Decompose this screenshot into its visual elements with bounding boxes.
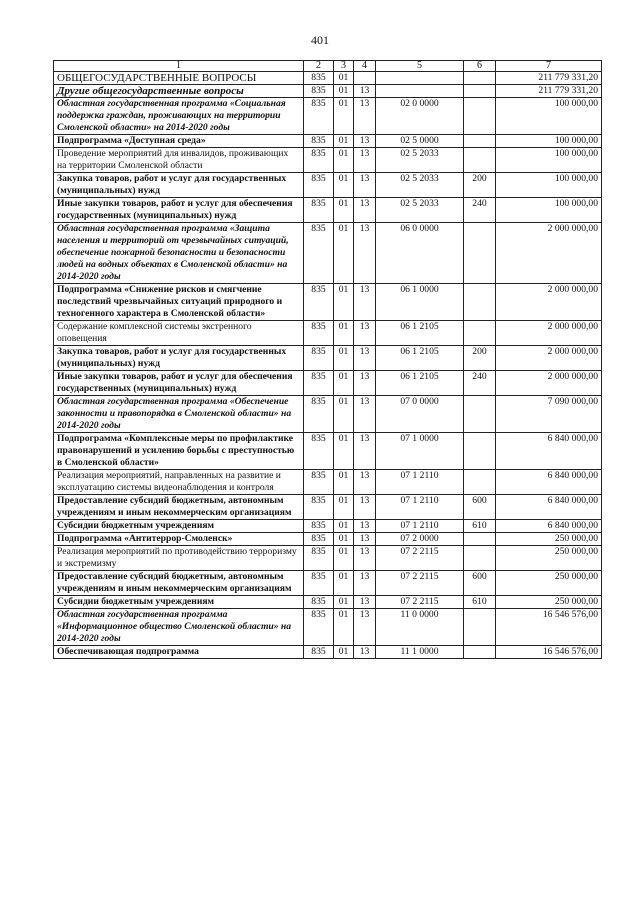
cell-amount: 6 840 000,00 bbox=[496, 470, 602, 495]
header-cell: 7 bbox=[496, 61, 602, 72]
row-name-cell: Субсидии бюджетным учреждениям bbox=[54, 520, 304, 533]
cell-amount: 7 090 000,00 bbox=[496, 396, 602, 433]
cell-amount: 211 779 331,20 bbox=[496, 85, 602, 98]
cell-ministry: 835 bbox=[304, 533, 334, 546]
cell-section: 01 bbox=[334, 396, 354, 433]
cell-ministry: 835 bbox=[304, 223, 334, 284]
cell-subsection: 13 bbox=[354, 470, 376, 495]
cell-subsection: 13 bbox=[354, 520, 376, 533]
header-cell: 4 bbox=[354, 61, 376, 72]
cell-expense-type bbox=[464, 148, 496, 173]
cell-target-article: 02 5 0000 bbox=[376, 135, 464, 148]
cell-amount: 2 000 000,00 bbox=[496, 284, 602, 321]
cell-subsection: 13 bbox=[354, 198, 376, 223]
cell-target-article: 02 5 2033 bbox=[376, 148, 464, 173]
table-row bbox=[54, 98, 602, 135]
cell-target-article: 02 5 2033 bbox=[376, 173, 464, 198]
row-name-cell: Закупка товаров, работ и услуг для государственных (муниципальных) нужд bbox=[54, 173, 304, 198]
cell-section: 01 bbox=[334, 321, 354, 346]
cell-subsection: 13 bbox=[354, 546, 376, 571]
cell-section: 01 bbox=[334, 72, 354, 85]
cell-expense-type bbox=[464, 646, 496, 659]
cell-ministry: 835 bbox=[304, 85, 334, 98]
cell-expense-type bbox=[464, 135, 496, 148]
row-name-cell: Предоставление субсидий бюджетным, автономным учреждениям и иным некоммерческим организациям bbox=[54, 571, 304, 596]
cell-section: 01 bbox=[334, 371, 354, 396]
cell-target-article: 06 1 2105 bbox=[376, 321, 464, 346]
cell-amount: 250 000,00 bbox=[496, 596, 602, 609]
cell-subsection: 13 bbox=[354, 135, 376, 148]
table-row bbox=[54, 609, 602, 646]
cell-amount: 2 000 000,00 bbox=[496, 321, 602, 346]
row-name-cell: Подпрограмма «Снижение рисков и смягчение последствий чрезвычайных ситуаций природного и техногенного характера в Смоленской области» bbox=[54, 284, 304, 321]
table-row bbox=[54, 198, 602, 223]
cell-expense-type: 200 bbox=[464, 173, 496, 198]
table-row bbox=[54, 533, 602, 546]
cell-section: 01 bbox=[334, 85, 354, 98]
cell-amount: 16 546 576,00 bbox=[496, 609, 602, 646]
table-row bbox=[54, 85, 602, 98]
cell-section: 01 bbox=[334, 546, 354, 571]
cell-amount: 100 000,00 bbox=[496, 198, 602, 223]
cell-amount: 6 840 000,00 bbox=[496, 520, 602, 533]
row-name-cell: Подпрограмма «Доступная среда» bbox=[54, 135, 304, 148]
table-row bbox=[54, 520, 602, 533]
cell-expense-type bbox=[464, 321, 496, 346]
cell-target-article: 07 2 2115 bbox=[376, 571, 464, 596]
cell-target-article: 02 0 0000 bbox=[376, 98, 464, 135]
cell-subsection: 13 bbox=[354, 346, 376, 371]
header-cell: 2 bbox=[304, 61, 334, 72]
cell-subsection: 13 bbox=[354, 533, 376, 546]
row-name-cell: Обеспечивающая подпрограмма bbox=[54, 646, 304, 659]
header-cell: 6 bbox=[464, 61, 496, 72]
cell-expense-type: 240 bbox=[464, 198, 496, 223]
cell-amount: 2 000 000,00 bbox=[496, 223, 602, 284]
row-name-cell: Субсидии бюджетным учреждениям bbox=[54, 596, 304, 609]
cell-expense-type: 200 bbox=[464, 346, 496, 371]
cell-amount: 211 779 331,20 bbox=[496, 72, 602, 85]
cell-amount: 2 000 000,00 bbox=[496, 346, 602, 371]
table-row bbox=[54, 571, 602, 596]
cell-amount: 250 000,00 bbox=[496, 533, 602, 546]
cell-section: 01 bbox=[334, 571, 354, 596]
cell-subsection bbox=[354, 72, 376, 85]
row-name-cell: Подпрограмма «Антитеррор-Смоленск» bbox=[54, 533, 304, 546]
cell-section: 01 bbox=[334, 148, 354, 173]
cell-target-article: 07 1 0000 bbox=[376, 433, 464, 470]
cell-expense-type bbox=[464, 98, 496, 135]
cell-target-article: 06 1 2105 bbox=[376, 371, 464, 396]
cell-subsection: 13 bbox=[354, 98, 376, 135]
table-row bbox=[54, 346, 602, 371]
cell-ministry: 835 bbox=[304, 520, 334, 533]
cell-subsection: 13 bbox=[354, 495, 376, 520]
table-header-row bbox=[54, 61, 602, 72]
cell-expense-type: 240 bbox=[464, 371, 496, 396]
cell-amount: 100 000,00 bbox=[496, 135, 602, 148]
cell-ministry: 835 bbox=[304, 98, 334, 135]
cell-expense-type: 610 bbox=[464, 520, 496, 533]
header-cell: 1 bbox=[54, 61, 304, 72]
row-name-cell: Содержание комплексной системы экстренного оповещения bbox=[54, 321, 304, 346]
table-row bbox=[54, 546, 602, 571]
cell-section: 01 bbox=[334, 98, 354, 135]
cell-section: 01 bbox=[334, 470, 354, 495]
cell-target-article: 07 1 2110 bbox=[376, 520, 464, 533]
cell-ministry: 835 bbox=[304, 470, 334, 495]
cell-amount: 6 840 000,00 bbox=[496, 495, 602, 520]
cell-target-article: 07 2 2115 bbox=[376, 546, 464, 571]
cell-ministry: 835 bbox=[304, 284, 334, 321]
cell-ministry: 835 bbox=[304, 148, 334, 173]
cell-section: 01 bbox=[334, 533, 354, 546]
cell-section: 01 bbox=[334, 646, 354, 659]
table-row bbox=[54, 148, 602, 173]
cell-subsection: 13 bbox=[354, 609, 376, 646]
table-row bbox=[54, 321, 602, 346]
table-row bbox=[54, 135, 602, 148]
row-name-cell: Подпрограмма «Комплексные меры по профилактике правонарушений и усилению борьбы с преступностью в Смоленской области» bbox=[54, 433, 304, 470]
cell-subsection: 13 bbox=[354, 148, 376, 173]
cell-expense-type bbox=[464, 72, 496, 85]
cell-target-article: 07 0 0000 bbox=[376, 396, 464, 433]
cell-ministry: 835 bbox=[304, 72, 334, 85]
table-row bbox=[54, 495, 602, 520]
row-name-cell: Закупка товаров, работ и услуг для государственных (муниципальных) нужд bbox=[54, 346, 304, 371]
cell-expense-type: 610 bbox=[464, 596, 496, 609]
cell-amount: 2 000 000,00 bbox=[496, 371, 602, 396]
cell-amount: 100 000,00 bbox=[496, 148, 602, 173]
row-name-cell: Иные закупки товаров, работ и услуг для обеспечения государственных (муниципальных) нужд bbox=[54, 371, 304, 396]
row-name-cell: Реализация мероприятий по противодействию терроризму и экстремизму bbox=[54, 546, 304, 571]
cell-target-article: 07 1 2110 bbox=[376, 470, 464, 495]
cell-section: 01 bbox=[334, 223, 354, 284]
cell-section: 01 bbox=[334, 596, 354, 609]
cell-ministry: 835 bbox=[304, 571, 334, 596]
cell-target-article: 07 2 0000 bbox=[376, 533, 464, 546]
cell-subsection: 13 bbox=[354, 284, 376, 321]
cell-expense-type bbox=[464, 433, 496, 470]
cell-expense-type bbox=[464, 284, 496, 321]
cell-expense-type bbox=[464, 609, 496, 646]
page-number: 401 bbox=[311, 33, 329, 47]
cell-target-article: 06 1 0000 bbox=[376, 284, 464, 321]
table-row bbox=[54, 470, 602, 495]
cell-ministry: 835 bbox=[304, 396, 334, 433]
cell-section: 01 bbox=[334, 173, 354, 198]
cell-expense-type: 600 bbox=[464, 495, 496, 520]
table-row bbox=[54, 396, 602, 433]
cell-target-article: 06 1 2105 bbox=[376, 346, 464, 371]
cell-section: 01 bbox=[334, 520, 354, 533]
table-row bbox=[54, 72, 602, 85]
cell-expense-type bbox=[464, 223, 496, 284]
header-cell: 3 bbox=[334, 61, 354, 72]
cell-section: 01 bbox=[334, 135, 354, 148]
table-row bbox=[54, 284, 602, 321]
cell-section: 01 bbox=[334, 346, 354, 371]
cell-ministry: 835 bbox=[304, 346, 334, 371]
cell-target-article: 11 0 0000 bbox=[376, 609, 464, 646]
cell-section: 01 bbox=[334, 198, 354, 223]
header-cell: 5 bbox=[376, 61, 464, 72]
table-row bbox=[54, 173, 602, 198]
budget-table bbox=[53, 60, 602, 659]
table-row bbox=[54, 433, 602, 470]
row-name-cell: Областная государственная программа «Обеспечение законности и правопорядка в Смоленской области» на 2014-2020 годы bbox=[54, 396, 304, 433]
cell-section: 01 bbox=[334, 284, 354, 321]
row-name-cell: Областная государственная программа «Социальная поддержка граждан, проживающих на территории Смоленской области» на 2014-2020 годы bbox=[54, 98, 304, 135]
cell-amount: 100 000,00 bbox=[496, 173, 602, 198]
cell-expense-type bbox=[464, 546, 496, 571]
row-name-cell: Областная государственная программа «Защита населения и территорий от чрезвычайных ситуаций, обеспечение пожарной безопасности и безопасности людей на водных объектах в Смоленской области» на 2014-2020 годы bbox=[54, 223, 304, 284]
cell-section: 01 bbox=[334, 609, 354, 646]
table-row bbox=[54, 371, 602, 396]
cell-ministry: 835 bbox=[304, 433, 334, 470]
cell-section: 01 bbox=[334, 495, 354, 520]
cell-subsection: 13 bbox=[354, 321, 376, 346]
cell-target-article: 07 2 2115 bbox=[376, 596, 464, 609]
cell-subsection: 13 bbox=[354, 85, 376, 98]
cell-target-article: 02 5 2033 bbox=[376, 198, 464, 223]
row-name-cell: ОБЩЕГОСУДАРСТВЕННЫЕ ВОПРОСЫ bbox=[54, 72, 304, 85]
row-name-cell: Реализация мероприятий, направленных на развитие и эксплуатацию системы видеонаблюдения и контроля bbox=[54, 470, 304, 495]
table-row bbox=[54, 646, 602, 659]
cell-ministry: 835 bbox=[304, 609, 334, 646]
cell-ministry: 835 bbox=[304, 371, 334, 396]
cell-expense-type bbox=[464, 470, 496, 495]
cell-amount: 16 546 576,00 bbox=[496, 646, 602, 659]
cell-subsection: 13 bbox=[354, 433, 376, 470]
row-name-cell: Проведение мероприятий для инвалидов, проживающих на территории Смоленской области bbox=[54, 148, 304, 173]
cell-target-article bbox=[376, 85, 464, 98]
cell-ministry: 835 bbox=[304, 135, 334, 148]
cell-ministry: 835 bbox=[304, 596, 334, 609]
cell-target-article: 07 1 2110 bbox=[376, 495, 464, 520]
cell-target-article: 11 1 0000 bbox=[376, 646, 464, 659]
cell-subsection: 13 bbox=[354, 223, 376, 284]
row-name-cell: Предоставление субсидий бюджетным, автономным учреждениям и иным некоммерческим организациям bbox=[54, 495, 304, 520]
cell-ministry: 835 bbox=[304, 173, 334, 198]
cell-subsection: 13 bbox=[354, 571, 376, 596]
cell-amount: 250 000,00 bbox=[496, 571, 602, 596]
table-row bbox=[54, 596, 602, 609]
cell-subsection: 13 bbox=[354, 646, 376, 659]
cell-ministry: 835 bbox=[304, 646, 334, 659]
cell-ministry: 835 bbox=[304, 198, 334, 223]
cell-amount: 250 000,00 bbox=[496, 546, 602, 571]
row-name-cell: Иные закупки товаров, работ и услуг для обеспечения государственных (муниципальных) нужд bbox=[54, 198, 304, 223]
cell-ministry: 835 bbox=[304, 495, 334, 520]
cell-section: 01 bbox=[334, 433, 354, 470]
cell-expense-type bbox=[464, 396, 496, 433]
cell-ministry: 835 bbox=[304, 546, 334, 571]
cell-expense-type: 600 bbox=[464, 571, 496, 596]
cell-amount: 100 000,00 bbox=[496, 98, 602, 135]
row-name-cell: Областная государственная программа «Информационное общество Смоленской области» на 2014-2020 годы bbox=[54, 609, 304, 646]
cell-target-article: 06 0 0000 bbox=[376, 223, 464, 284]
cell-expense-type bbox=[464, 533, 496, 546]
cell-amount: 6 840 000,00 bbox=[496, 433, 602, 470]
cell-ministry: 835 bbox=[304, 321, 334, 346]
cell-target-article bbox=[376, 72, 464, 85]
cell-subsection: 13 bbox=[354, 173, 376, 198]
cell-expense-type bbox=[464, 85, 496, 98]
cell-subsection: 13 bbox=[354, 396, 376, 433]
table-row bbox=[54, 223, 602, 284]
row-name-cell: Другие общегосударственные вопросы bbox=[54, 85, 304, 98]
cell-subsection: 13 bbox=[354, 371, 376, 396]
cell-subsection: 13 bbox=[354, 596, 376, 609]
